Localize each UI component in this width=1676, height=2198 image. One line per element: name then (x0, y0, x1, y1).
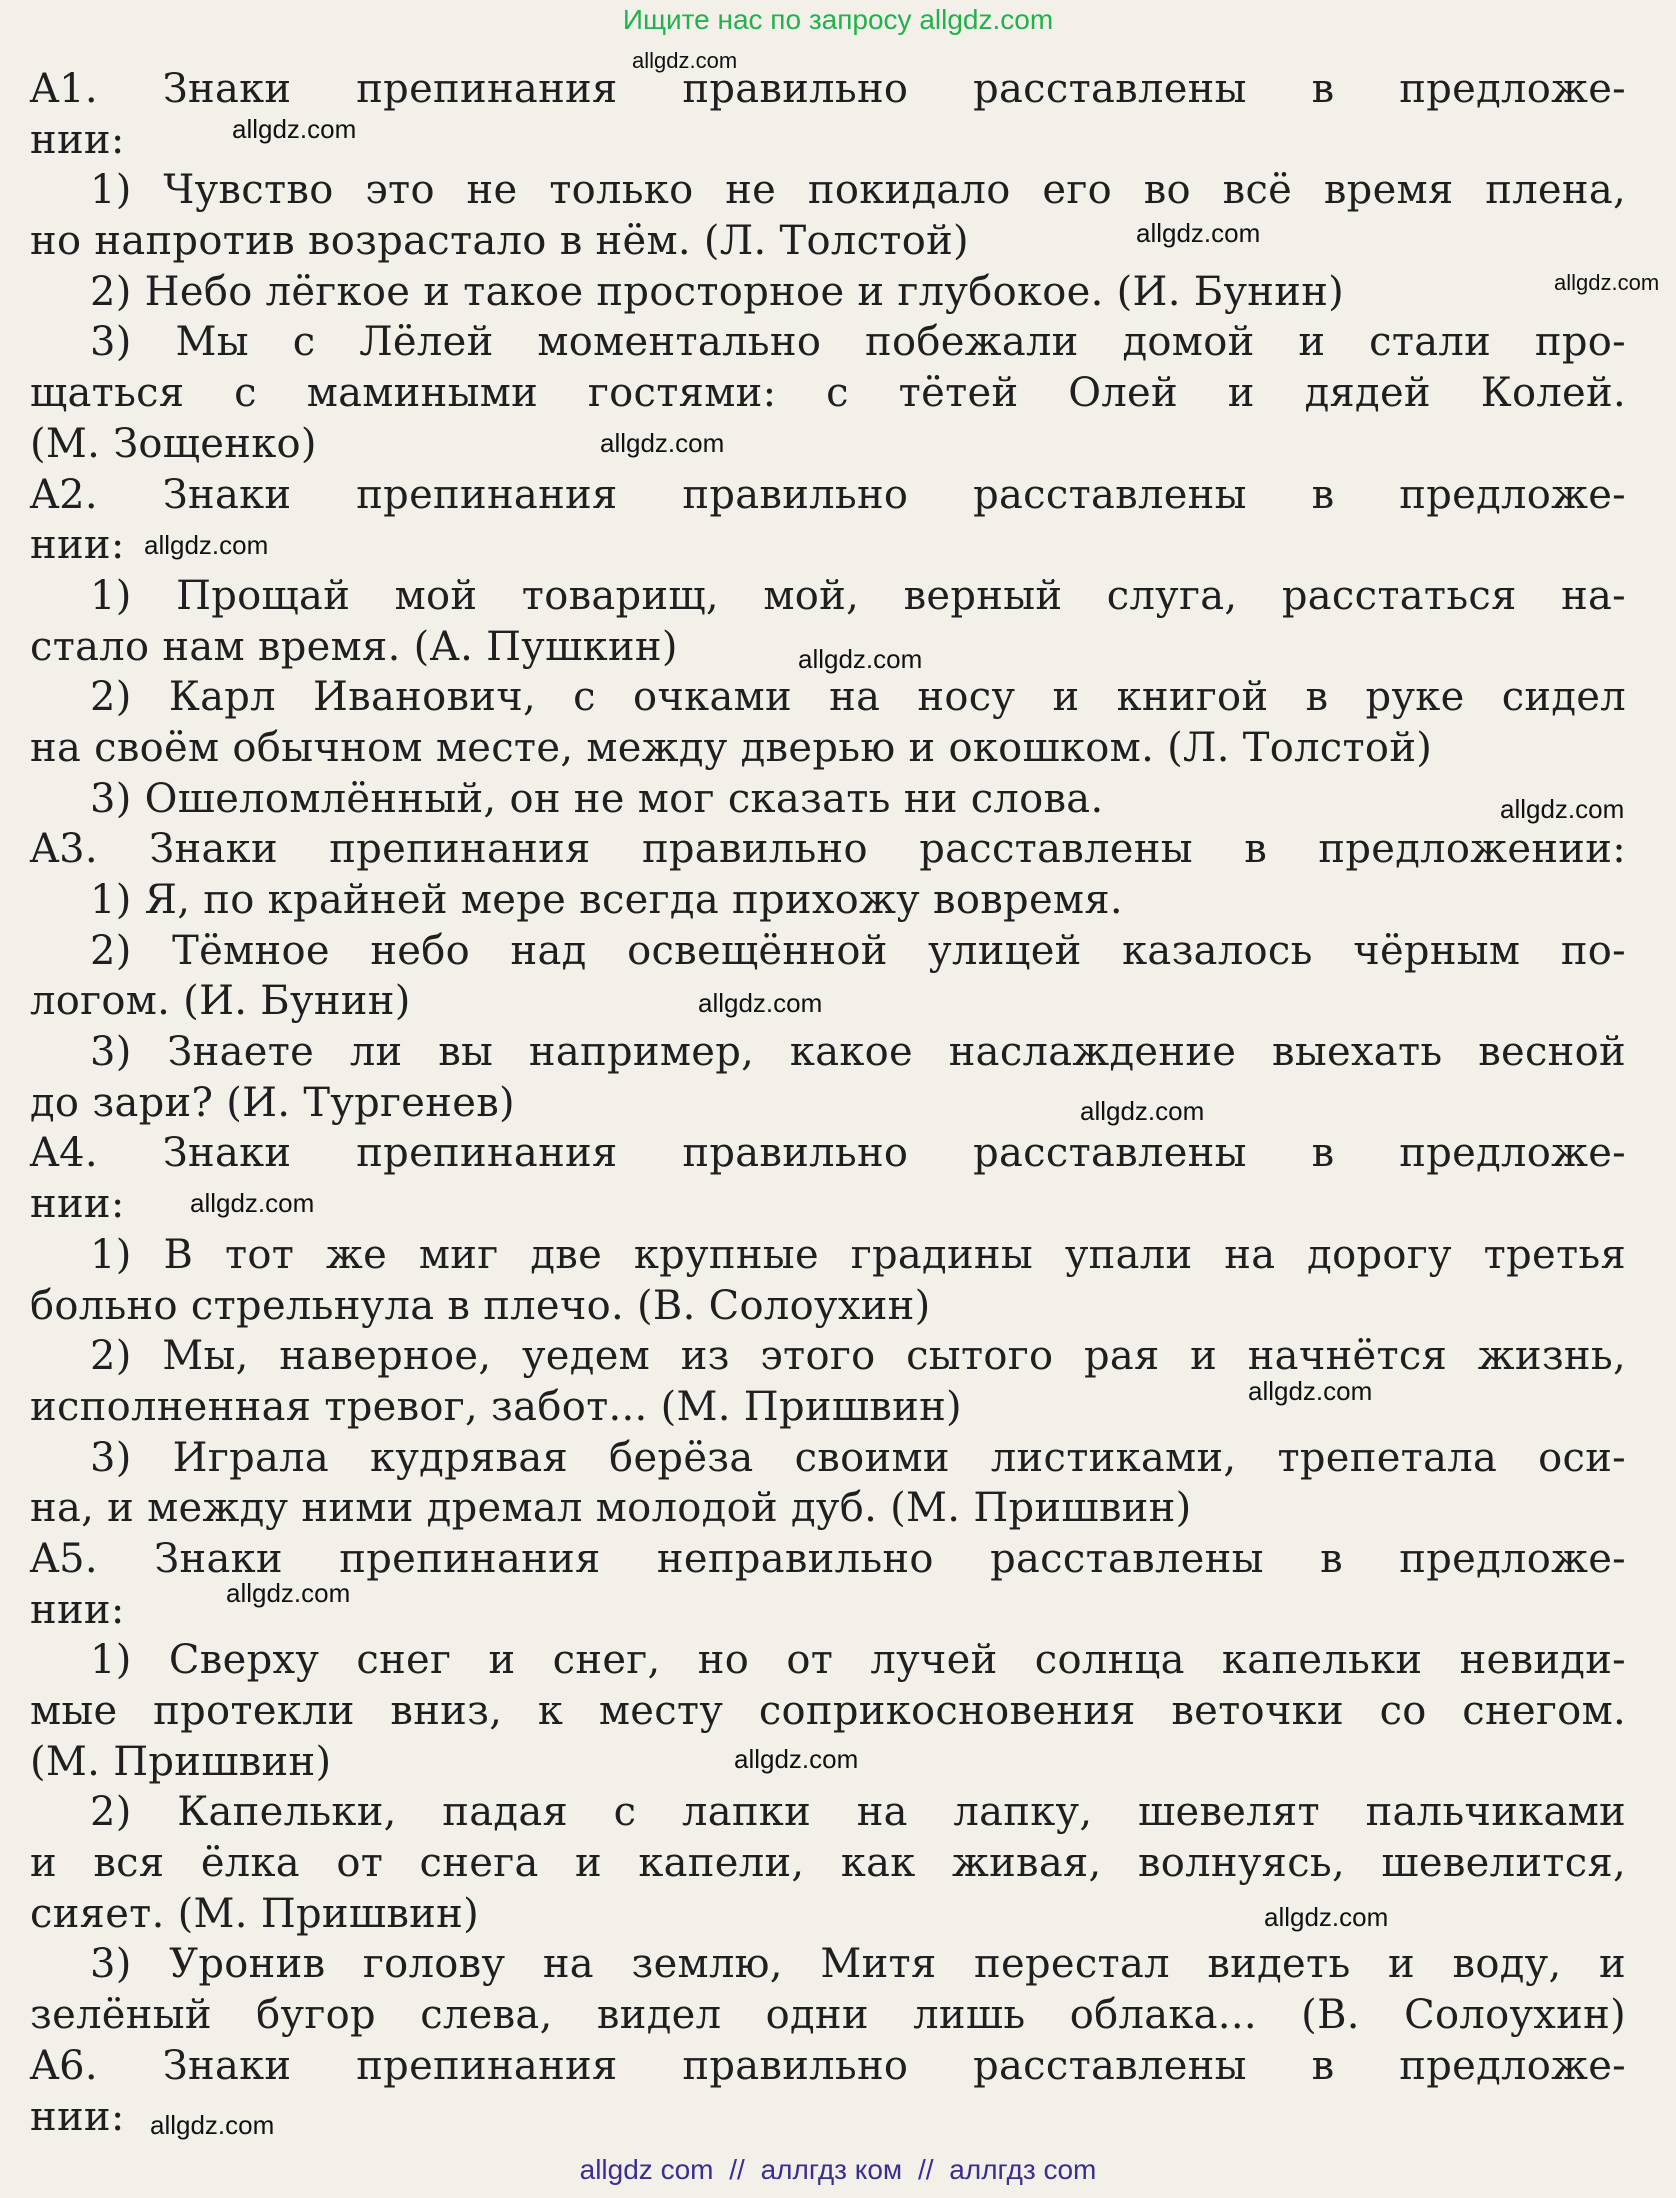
watermark-text: allgdz.com (798, 644, 923, 674)
task-a3-option-3-cont: до зари? (И. Тургенев) (30, 1079, 515, 1126)
task-a1-option-1: 1) Чувство это не только не покидало его во всё время плена, (90, 167, 1626, 214)
watermark-text: allgdz.com (226, 1578, 351, 1608)
task-a4-option-1-cont: больно стрельнула в плечо. (В. Солоухин) (30, 1282, 931, 1329)
task-a5-heading-end: нии: (30, 1586, 125, 1633)
task-a5-option-2-cont: и вся ёлка от снега и капели, как живая, волнуясь, шевелится, (30, 1840, 1626, 1887)
task-a4-option-3-cont: на, и между ними дремал молодой дуб. (М. Пришвин) (30, 1485, 1192, 1532)
task-a2-option-3: 3) Ошеломлённый, он не мог сказать ни слова. (90, 775, 1104, 822)
task-a4-option-1: 1) В тот же миг две крупные градины упали на дорогу третья (90, 1231, 1626, 1278)
task-a1-heading: A1. Знаки препинания правильно расставлены в предложе- (30, 66, 1626, 112)
watermark-text: allgdz.com (1554, 270, 1660, 295)
task-a3-option-2-cont: логом. (И. Бунин) (30, 978, 411, 1025)
task-a5-heading: A5. Знаки препинания неправильно расставлены в предложе- (30, 1535, 1626, 1582)
watermark-text: allgdz.com (1248, 1376, 1373, 1406)
task-a4-option-2: 2) Мы, наверное, уедем из этого сытого рая и начнётся жизнь, (90, 1333, 1626, 1380)
task-a5-option-3-cont: зелёный бугор слева, видел одни лишь облака... (В. Солоухин) (30, 1992, 1626, 2039)
task-a4-option-3: 3) Играла кудрявая берёза своими листиками, трепетала оси- (90, 1434, 1626, 1481)
watermark-text: allgdz.com (600, 428, 725, 458)
task-a5-option-3: 3) Уронив голову на землю, Митя перестал видеть и воду, и (90, 1941, 1626, 1988)
task-a5-option-1: 1) Сверху снег и снег, но от лучей солнца капельки невиди- (90, 1637, 1626, 1684)
task-a2-option-2: 2) Карл Иванович, с очками на носу и книгой в руке сидел (90, 674, 1626, 721)
task-a4-option-2-cont: исполненная тревог, забот... (М. Пришвин) (30, 1383, 962, 1430)
task-a4-heading-end: нии: (30, 1181, 125, 1228)
task-a3-option-3: 3) Знаете ли вы например, какое наслаждение выехать весной (90, 1029, 1626, 1076)
watermark-text: allgdz.com (144, 530, 269, 560)
watermark-text: allgdz.com (734, 1744, 859, 1774)
watermark-text: allgdz.com (232, 114, 357, 144)
task-a1-option-3: 3) Мы с Лёлей моментально побежали домой и стали про- (90, 319, 1626, 366)
watermark-text: allgdz.com (190, 1188, 315, 1218)
task-a6-heading: A6. Знаки препинания правильно расставлены в предложе- (30, 2042, 1626, 2089)
task-a1-option-3-author: (М. Зощенко) (30, 420, 317, 467)
task-a3-option-1: 1) Я, по крайней мере всегда прихожу вовремя. (90, 877, 1123, 923)
task-a2-option-2-cont: на своём обычном месте, между дверью и окошком. (Л. Толстой) (30, 724, 1433, 771)
footer-link-3[interactable]: аллгдз com (949, 2154, 1097, 2185)
task-a5-option-2-author: сияет. (М. Пришвин) (30, 1890, 480, 1937)
watermark-text: allgdz.com (1080, 1096, 1205, 1126)
task-a3-heading: A3. Знаки препинания правильно расставлены в предложении: (30, 826, 1626, 873)
task-a1-option-1-cont: но напротив возрастало в нём. (Л. Толстой) (30, 218, 969, 265)
task-a2-heading: A2. Знаки препинания правильно расставлены в предложе- (30, 471, 1626, 518)
task-a3-option-2: 2) Тёмное небо над освещённой улицей казалось чёрным по- (90, 927, 1626, 974)
footer-separator: // (917, 2154, 934, 2185)
watermark-text: allgdz.com (1264, 1902, 1389, 1932)
task-a2-option-1: 1) Прощай мой товарищ, мой, верный слуга, расстаться на- (90, 572, 1626, 619)
watermark-text: allgdz.com (1136, 218, 1261, 248)
task-a1-option-2: 2) Небо лёгкое и такое просторное и глубокое. (И. Бунин) (90, 268, 1345, 315)
task-a1-option-3-cont: щаться с мамиными гостями: с тётей Олей и дядей Колей. (30, 370, 1626, 417)
task-a5-option-1-cont: мые протекли вниз, к месту соприкосновения веточки со снегом. (30, 1688, 1626, 1734)
watermark-text: allgdz.com (1500, 794, 1625, 824)
task-a1-heading-end: нии: (30, 116, 125, 163)
task-a5-option-1-author: (М. Пришвин) (30, 1738, 332, 1785)
task-a2-heading-end: нии: (30, 522, 125, 569)
task-a6-heading-end: нии: (30, 2093, 125, 2140)
task-a4-heading: A4. Знаки препинания правильно расставлены в предложе- (30, 1130, 1626, 1177)
footer-link-1[interactable]: allgdz com (579, 2154, 714, 2185)
task-a2-option-1-cont: стало нам время. (А. Пушкин) (30, 623, 678, 670)
watermark-text: allgdz.com (150, 2110, 275, 2140)
top-banner[interactable]: Ищите нас по запросу allgdz.com (622, 4, 1054, 35)
watermark-text: allgdz.com (632, 48, 738, 73)
footer-link-2[interactable]: аллгдз ком (760, 2154, 903, 2185)
footer-separator: // (729, 2154, 745, 2185)
task-a5-option-2: 2) Капельки, падая с лапки на лапку, шевелят пальчиками (90, 1789, 1626, 1836)
exercise-page (30, 64, 1626, 2142)
footer-links (0, 2150, 1676, 2190)
watermark-text: allgdz.com (698, 988, 823, 1018)
